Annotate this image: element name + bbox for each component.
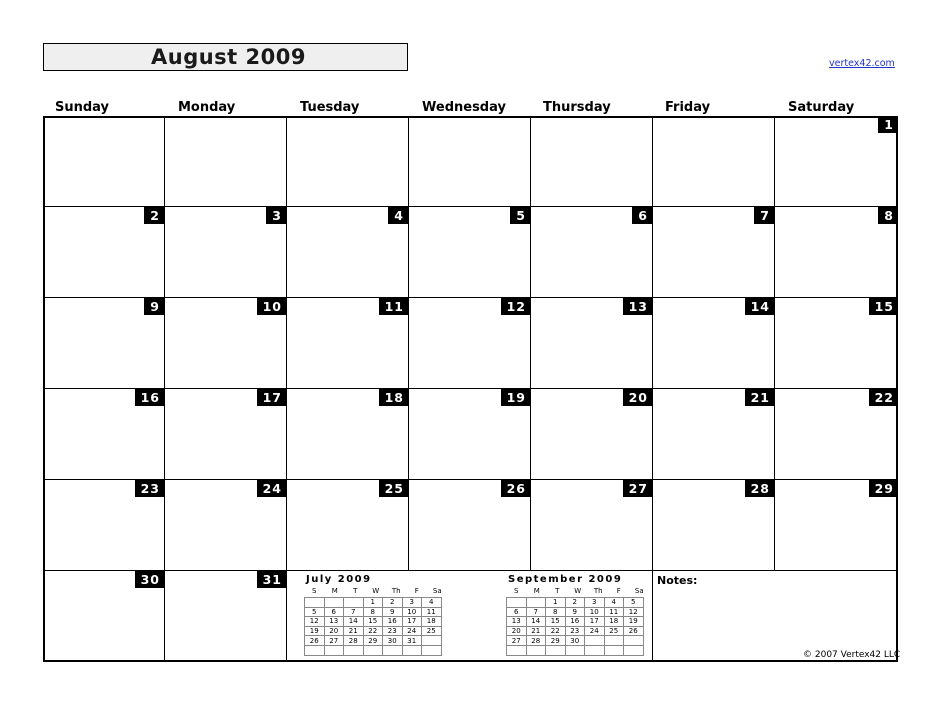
mini-day-cell: 9 — [565, 607, 585, 617]
day-number: 9 — [144, 298, 164, 315]
day-number: 27 — [623, 480, 652, 497]
mini-day-cell — [507, 645, 527, 655]
mini-week-row — [305, 636, 442, 646]
weekday-label-sunday: Sunday — [55, 100, 110, 115]
copyright-text: © 2007 Vertex42 LLC — [803, 650, 901, 660]
day-cell-28[interactable] — [653, 480, 775, 571]
day-number: 7 — [754, 207, 774, 224]
mini-day-cell: 24 — [402, 626, 422, 636]
mini-day-cell: 10 — [585, 607, 605, 617]
mini-day-cell: 10 — [402, 607, 422, 617]
mini-day-cell: 27 — [507, 636, 527, 646]
day-number: 1 — [878, 116, 898, 133]
mini-day-cell: 12 — [305, 617, 325, 627]
day-cell-29[interactable] — [775, 480, 898, 571]
mini-day-cell: 19 — [305, 626, 325, 636]
mini-day-cell: 12 — [624, 607, 644, 617]
mini-day-cell — [507, 598, 527, 608]
mini-week-row — [507, 645, 644, 655]
mini-day-cell: 11 — [422, 607, 442, 617]
mini-day-cell — [383, 645, 403, 655]
day-number: 22 — [869, 389, 898, 406]
mini-day-cell: 19 — [624, 617, 644, 627]
mini-day-cell — [344, 598, 364, 608]
mini-week-row — [507, 598, 644, 608]
mini-day-cell: 29 — [546, 636, 566, 646]
empty-day-cell[interactable] — [409, 116, 531, 207]
mini-weekday-label: Th — [391, 587, 401, 595]
day-number: 17 — [257, 389, 286, 406]
mini-day-cell — [604, 645, 624, 655]
mini-day-cell — [344, 645, 364, 655]
day-number: 5 — [510, 207, 530, 224]
weekday-label-saturday: Saturday — [788, 100, 855, 115]
day-cell-5[interactable] — [409, 207, 531, 298]
day-cell-20[interactable] — [531, 389, 653, 480]
calendar-grid — [43, 116, 901, 662]
mini-day-cell: 5 — [624, 598, 644, 608]
day-cell-21[interactable] — [653, 389, 775, 480]
mini-calendar-table — [304, 597, 442, 656]
day-cell-25[interactable] — [287, 480, 409, 571]
mini-day-cell: 2 — [565, 598, 585, 608]
day-cell-6[interactable] — [531, 207, 653, 298]
mini-day-cell: 23 — [565, 626, 585, 636]
mini-day-cell — [624, 645, 644, 655]
day-cell-9[interactable] — [45, 298, 165, 389]
mini-day-cell: 22 — [546, 626, 566, 636]
mini-day-cell: 30 — [383, 636, 403, 646]
mini-day-cell: 3 — [402, 598, 422, 608]
mini-day-cell — [422, 636, 442, 646]
mini-weekday-label: T — [353, 587, 358, 595]
empty-day-cell[interactable] — [165, 116, 287, 207]
mini-weekday-label: S — [312, 587, 317, 595]
mini-day-cell: 18 — [422, 617, 442, 627]
mini-day-cell: 8 — [363, 607, 383, 617]
day-number: 2 — [144, 207, 164, 224]
day-cell-15[interactable] — [775, 298, 898, 389]
mini-day-cell: 24 — [585, 626, 605, 636]
mini-week-row — [507, 626, 644, 636]
mini-weekday-label: F — [616, 587, 621, 595]
day-number: 14 — [745, 298, 774, 315]
mini-day-cell — [604, 636, 624, 646]
mini-day-cell: 8 — [546, 607, 566, 617]
mini-calendar-prev — [304, 574, 448, 656]
mini-day-cell: 21 — [526, 626, 546, 636]
day-cell-2[interactable] — [45, 207, 165, 298]
mini-day-cell: 31 — [402, 636, 422, 646]
day-cell-27[interactable] — [531, 480, 653, 571]
mini-day-cell: 22 — [363, 626, 383, 636]
mini-day-cell: 20 — [507, 626, 527, 636]
mini-day-cell: 16 — [565, 617, 585, 627]
mini-weekday-label: T — [555, 587, 560, 595]
day-number: 18 — [379, 389, 408, 406]
mini-day-cell: 21 — [344, 626, 364, 636]
empty-day-cell[interactable] — [531, 116, 653, 207]
day-cell-14[interactable] — [653, 298, 775, 389]
day-number: 28 — [745, 480, 774, 497]
day-cell-11[interactable] — [287, 298, 409, 389]
day-number: 19 — [501, 389, 530, 406]
mini-calendar-weekdays — [506, 586, 650, 596]
mini-calendar-weekdays — [304, 586, 448, 596]
day-cell-10[interactable] — [165, 298, 287, 389]
mini-week-row — [305, 645, 442, 655]
mini-day-cell — [585, 636, 605, 646]
mini-week-row — [305, 598, 442, 608]
day-cell-22[interactable] — [775, 389, 898, 480]
mini-day-cell: 2 — [383, 598, 403, 608]
mini-day-cell — [422, 645, 442, 655]
mini-week-row — [305, 607, 442, 617]
day-cell-8[interactable] — [775, 207, 898, 298]
mini-day-cell: 1 — [363, 598, 383, 608]
mini-day-cell — [546, 645, 566, 655]
mini-week-row — [305, 617, 442, 627]
day-cell-30[interactable] — [45, 571, 165, 662]
weekday-label-friday: Friday — [665, 100, 711, 115]
day-number: 8 — [878, 207, 898, 224]
mini-weekday-label: W — [574, 587, 582, 595]
mini-day-cell — [585, 645, 605, 655]
mini-weekday-label: Th — [593, 587, 603, 595]
day-cell-4[interactable] — [287, 207, 409, 298]
vertex42-link[interactable]: vertex42.com — [829, 58, 895, 69]
day-number: 15 — [869, 298, 898, 315]
mini-day-cell: 14 — [344, 617, 364, 627]
day-number: 29 — [869, 480, 898, 497]
mini-weekday-label: Sa — [634, 587, 644, 595]
mini-day-cell — [624, 636, 644, 646]
mini-day-cell: 25 — [604, 626, 624, 636]
mini-day-cell: 17 — [402, 617, 422, 627]
day-cell-1[interactable] — [775, 116, 898, 207]
mini-day-cell: 13 — [324, 617, 344, 627]
mini-day-cell: 4 — [604, 598, 624, 608]
mini-day-cell: 18 — [604, 617, 624, 627]
month-title: August 2009 — [151, 45, 306, 69]
mini-day-cell: 28 — [344, 636, 364, 646]
day-number: 25 — [379, 480, 408, 497]
mini-day-cell — [305, 598, 325, 608]
day-cell-16[interactable] — [45, 389, 165, 480]
mini-day-cell: 28 — [526, 636, 546, 646]
weekday-label-tuesday: Tuesday — [300, 100, 360, 115]
mini-day-cell — [402, 645, 422, 655]
empty-day-cell[interactable] — [45, 116, 165, 207]
empty-day-cell[interactable] — [653, 116, 775, 207]
day-number: 3 — [266, 207, 286, 224]
mini-day-cell: 30 — [565, 636, 585, 646]
day-cell-24[interactable] — [165, 480, 287, 571]
mini-weekday-label: M — [331, 587, 338, 595]
day-cell-31[interactable] — [165, 571, 287, 662]
day-number: 6 — [632, 207, 652, 224]
empty-day-cell[interactable] — [287, 116, 409, 207]
mini-day-cell — [526, 598, 546, 608]
weekday-label-monday: Monday — [178, 100, 236, 115]
mini-day-cell — [565, 645, 585, 655]
mini-day-cell: 1 — [546, 598, 566, 608]
mini-day-cell: 7 — [526, 607, 546, 617]
mini-day-cell: 15 — [363, 617, 383, 627]
mini-week-row — [507, 617, 644, 627]
mini-calendar-title: July 2009 — [306, 574, 372, 585]
mini-day-cell: 16 — [383, 617, 403, 627]
mini-day-cell: 6 — [324, 607, 344, 617]
day-number: 11 — [379, 298, 408, 315]
day-cell-26[interactable] — [409, 480, 531, 571]
mini-day-cell — [526, 645, 546, 655]
day-cell-17[interactable] — [165, 389, 287, 480]
mini-day-cell: 26 — [624, 626, 644, 636]
day-number: 16 — [135, 389, 164, 406]
mini-week-row — [507, 636, 644, 646]
month-title-box — [43, 43, 408, 71]
day-number: 26 — [501, 480, 530, 497]
day-number: 30 — [135, 571, 164, 588]
day-cell-18[interactable] — [287, 389, 409, 480]
mini-day-cell: 3 — [585, 598, 605, 608]
mini-day-cell: 13 — [507, 617, 527, 627]
mini-day-cell — [363, 645, 383, 655]
mini-weekday-label: Sa — [432, 587, 442, 595]
weekday-label-thursday: Thursday — [543, 100, 611, 115]
mini-day-cell: 20 — [324, 626, 344, 636]
day-cell-23[interactable] — [45, 480, 165, 571]
notes-label: Notes: — [657, 574, 698, 587]
mini-weekday-label: F — [414, 587, 419, 595]
mini-day-cell: 15 — [546, 617, 566, 627]
mini-weekday-label: W — [372, 587, 380, 595]
mini-day-cell: 11 — [604, 607, 624, 617]
mini-weekday-label: M — [533, 587, 540, 595]
day-cell-7[interactable] — [653, 207, 775, 298]
mini-day-cell: 17 — [585, 617, 605, 627]
weekday-label-wednesday: Wednesday — [422, 100, 506, 115]
day-number: 4 — [388, 207, 408, 224]
day-number: 23 — [135, 480, 164, 497]
mini-day-cell: 25 — [422, 626, 442, 636]
mini-day-cell: 4 — [422, 598, 442, 608]
mini-day-cell: 27 — [324, 636, 344, 646]
mini-calendar-table — [506, 597, 644, 656]
mini-day-cell: 14 — [526, 617, 546, 627]
mini-day-cell: 9 — [383, 607, 403, 617]
day-number: 31 — [257, 571, 286, 588]
day-number: 10 — [257, 298, 286, 315]
day-number: 20 — [623, 389, 652, 406]
day-number: 12 — [501, 298, 530, 315]
mini-day-cell: 23 — [383, 626, 403, 636]
day-cell-12[interactable] — [409, 298, 531, 389]
mini-day-cell — [324, 598, 344, 608]
mini-day-cell: 26 — [305, 636, 325, 646]
day-number: 13 — [623, 298, 652, 315]
mini-day-cell — [305, 645, 325, 655]
day-number: 24 — [257, 480, 286, 497]
day-number: 21 — [745, 389, 774, 406]
mini-calendar-title: September 2009 — [508, 574, 623, 585]
mini-day-cell: 7 — [344, 607, 364, 617]
mini-day-cell: 29 — [363, 636, 383, 646]
day-cell-3[interactable] — [165, 207, 287, 298]
mini-weekday-label: S — [514, 587, 519, 595]
mini-week-row — [305, 626, 442, 636]
mini-calendar-next — [506, 574, 650, 656]
mini-week-row — [507, 607, 644, 617]
mini-day-cell — [324, 645, 344, 655]
day-cell-13[interactable] — [531, 298, 653, 389]
mini-day-cell: 5 — [305, 607, 325, 617]
day-cell-19[interactable] — [409, 389, 531, 480]
mini-day-cell: 6 — [507, 607, 527, 617]
